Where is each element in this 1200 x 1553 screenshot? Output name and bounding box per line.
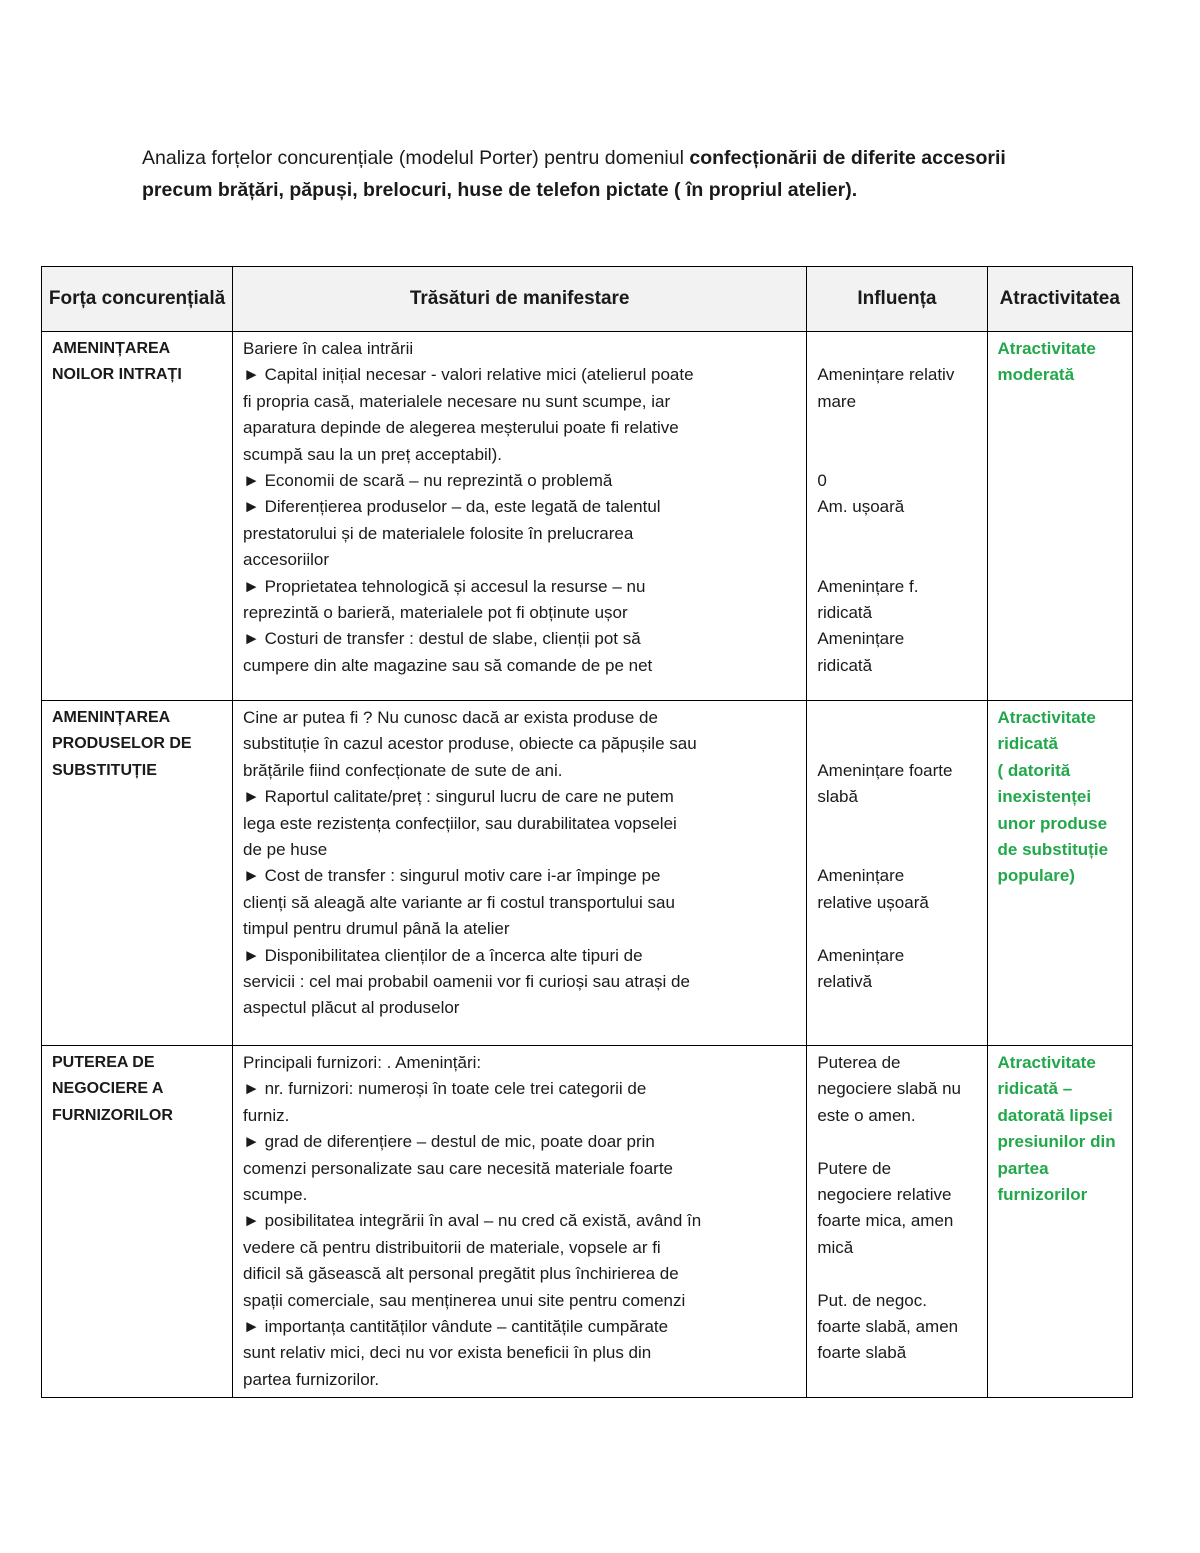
influence-line: Amenințare [817, 866, 905, 886]
table-header-row [42, 267, 1133, 332]
traits-line: ► Costuri de transfer : destul de slabe, clienții pot să [243, 629, 641, 649]
traits-line: furniz. [243, 1105, 290, 1125]
cell-influence [807, 1046, 987, 1398]
traits-line: ► posibilitatea integrării în aval – nu cred că există, având în [243, 1211, 702, 1231]
influence-line [817, 521, 976, 547]
influence-line [817, 1129, 976, 1155]
attractiveness-line: ridicată – [997, 1079, 1073, 1099]
attractiveness-line: Atractivitate [997, 1053, 1096, 1072]
influence-line: Amenințare [817, 629, 905, 649]
attractiveness-line: datorată lipsei [997, 1105, 1113, 1125]
traits-line: ► Economii de scară – nu reprezintă o problemă [243, 471, 613, 491]
influence-line [817, 731, 976, 757]
traits-line: ► importanța cantităților vândute – cantitățile cumpărate [243, 1317, 669, 1337]
attractiveness-line: Atractivitate [997, 339, 1096, 358]
traits-line: ► grad de diferențiere – destul de mic, poate doar prin [243, 1132, 655, 1152]
influence-line: slabă [817, 787, 858, 807]
influence-line [817, 837, 976, 863]
attractiveness-line: furnizorilor [997, 1185, 1088, 1205]
cell-influence [807, 332, 987, 701]
influence-line: Puterea de [817, 1053, 901, 1072]
influence-line: foarte slabă, amen [817, 1317, 959, 1337]
influence-line: Putere de [817, 1158, 892, 1178]
influence-line: ridicată [817, 602, 873, 622]
force-line: NOILOR INTRAȚI [52, 366, 182, 384]
influence-line [817, 547, 976, 573]
attractiveness-line: moderată [997, 365, 1075, 385]
traits-line: vedere că pentru distribuitorii de materiale, vopsele ar fi [243, 1237, 661, 1257]
traits-line: ► Capital inițial necesar - valori relative mici (atelierul poate [243, 365, 694, 385]
header-attractiveness: Atractivitatea [987, 267, 1132, 332]
influence-line: 0 [817, 470, 827, 490]
influence-line: mare [817, 391, 857, 411]
header-influence: Influența [807, 267, 987, 332]
attractiveness-line: presiunilor din [997, 1132, 1116, 1152]
force-line: AMENINȚAREA [52, 340, 171, 357]
table-row [42, 701, 1133, 1046]
influence-line [817, 916, 976, 942]
traits-line: clienți să aleagă alte variante ar fi costul transportului sau [243, 892, 675, 912]
traits-line: ► Cost de transfer : singurul motiv care i-ar împinge pe [243, 866, 661, 886]
table-row [42, 1046, 1133, 1398]
traits-line: ► Proprietatea tehnologică și accesul la resurse – nu [243, 576, 646, 596]
traits-line: ► Raportul calitate/preț : singurul lucru de care ne putem [243, 787, 674, 807]
traits-line: aspectul plăcut al produselor [243, 998, 460, 1018]
traits-line: fi propria casă, materialele necesare nu sunt scumpe, iar [243, 391, 671, 411]
traits-line: cumpere din alte magazine sau să comande de pe net [243, 655, 653, 675]
force-line: FURNIZORILOR [52, 1106, 173, 1124]
influence-line: Amenințare relativ [817, 365, 955, 385]
influence-line: este o amen. [817, 1105, 916, 1125]
cell-traits [233, 701, 807, 1046]
force-line: PRODUSELOR DE [52, 735, 192, 753]
traits-line: spații comerciale, sau menținerea unui site pentru comenzi [243, 1290, 686, 1310]
traits-line: servicii : cel mai probabil oamenii vor fi curioși sau atrași de [243, 972, 690, 992]
influence-line [817, 415, 976, 441]
cell-force [42, 701, 233, 1046]
influence-line: foarte slabă [817, 1343, 907, 1363]
traits-line: reprezintă o barieră, materialele pot fi obținute ușor [243, 603, 628, 623]
attractiveness-line: de substituție [997, 840, 1109, 860]
influence-line [817, 336, 976, 362]
traits-line: brățările fiind confecționate de sute de ani. [243, 760, 563, 780]
influence-line: mică [817, 1237, 854, 1257]
traits-line: partea furnizorilor. [243, 1369, 380, 1389]
cell-force [42, 1046, 233, 1398]
traits-line: prestatorului și de materialele folosite în prelucrarea [243, 523, 634, 543]
influence-line: foarte mica, amen [817, 1211, 954, 1231]
cell-attractiveness [987, 332, 1132, 701]
cell-traits [233, 332, 807, 701]
traits-line: de pe huse [243, 840, 328, 860]
table-row [42, 332, 1133, 701]
traits-line: dificil să găsească alt personal pregătit plus închirierea de [243, 1264, 679, 1284]
cell-attractiveness [987, 1046, 1132, 1398]
influence-line: negociere relative [817, 1185, 952, 1205]
traits-line: aparatura depinde de alegerea meșterului poate fi relative [243, 418, 679, 438]
influence-line [817, 442, 976, 468]
traits-line: accesoriilor [243, 550, 330, 570]
header-traits: Trăsături de manifestare [233, 267, 807, 332]
influence-line: Am. ușoară [817, 497, 905, 517]
traits-line: scumpe. [243, 1185, 308, 1205]
attractiveness-line: inexistenței [997, 787, 1092, 807]
influence-line [817, 811, 976, 837]
influence-line: Amenințare [817, 945, 905, 965]
attractiveness-line: partea [997, 1158, 1049, 1178]
traits-line: substituție în cazul acestor produse, obiecte ca păpușile sau [243, 734, 697, 754]
cell-force [42, 332, 233, 701]
traits-line: scumpă sau la un preț acceptabil). [243, 444, 502, 464]
influence-line: Amenințare foarte [817, 760, 953, 780]
traits-line: ► Diferențierea produselor – da, este legată de talentul [243, 497, 661, 517]
influence-line: Amenințare f. [817, 576, 919, 596]
attractiveness-line: ( datorită [997, 760, 1071, 780]
traits-line: ► Disponibilitatea clienților de a încerca alte tipuri de [243, 945, 643, 965]
force-line: NEGOCIERE A [52, 1080, 164, 1098]
influence-line: relative ușoară [817, 892, 929, 912]
cell-attractiveness [987, 701, 1132, 1046]
traits-line: ► nr. furnizori: numeroși în toate cele trei categorii de [243, 1079, 647, 1099]
traits-line: Bariere în calea intrării [243, 339, 414, 358]
title-plain: Analiza forțelor concurențiale (modelul Porter) pentru domeniul [142, 147, 690, 169]
traits-line: Principali furnizori: . Amenințări: [243, 1053, 482, 1072]
attractiveness-line: ridicată [997, 734, 1058, 754]
header-force: Forța concurențială [42, 267, 233, 332]
influence-line [817, 705, 976, 731]
traits-line: comenzi personalizate sau care necesită materiale foarte [243, 1158, 673, 1178]
attractiveness-line: populare) [997, 866, 1075, 886]
porter-analysis-table [41, 266, 1133, 1398]
influence-line: Put. de negoc. [817, 1290, 927, 1310]
title-bold: confecționării de diferite accesorii precum brățări, păpuși, brelocuri, huse de telefon pictate ( în propriul atelier). [142, 147, 1006, 201]
traits-line: lega este rezistența confecțiilor, sau durabilitatea vopselei [243, 813, 677, 833]
traits-line: sunt relativ mici, deci nu vor exista beneficii în plus din [243, 1343, 652, 1363]
force-line: PUTEREA DE [52, 1054, 155, 1071]
traits-line: timpul pentru drumul până la atelier [243, 919, 510, 939]
attractiveness-line: unor produse [997, 813, 1108, 833]
cell-influence [807, 701, 987, 1046]
cell-traits [233, 1046, 807, 1398]
influence-line: ridicată [817, 655, 873, 675]
force-line: SUBSTITUȚIE [52, 761, 157, 779]
force-line: AMENINȚAREA [52, 709, 171, 726]
influence-line: relativă [817, 971, 873, 991]
document-title [142, 142, 1042, 206]
influence-line [817, 1261, 976, 1287]
traits-line: Cine ar putea fi ? Nu cunosc dacă ar exista produse de [243, 708, 658, 727]
attractiveness-line: Atractivitate [997, 708, 1096, 727]
influence-line: negociere slabă nu [817, 1079, 961, 1099]
